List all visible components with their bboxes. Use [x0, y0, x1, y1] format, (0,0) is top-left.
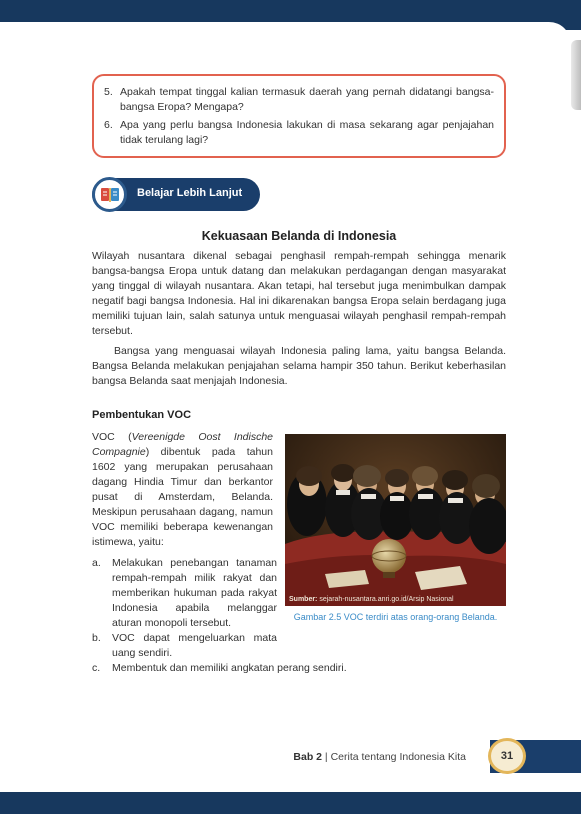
question-box	[92, 74, 506, 158]
question-item	[104, 118, 494, 148]
footer-separator: |	[322, 751, 331, 763]
list-marker: c.	[92, 662, 101, 674]
list-item	[92, 661, 506, 676]
list-marker: a.	[92, 557, 101, 569]
source-text: sejarah-nusantara.anri.go.id/Arsip Nasional	[319, 596, 454, 603]
list-item	[92, 556, 277, 631]
footer-running-title	[293, 751, 466, 763]
privilege-list	[92, 556, 506, 676]
chapter-label: Bab 2	[293, 751, 322, 763]
voc-intro-rest: ) dibentuk pada tahun 1602 yang merupakan perusahaan dagang Hindia Timur dan berkantor pusat di Amsterdam, Belanda. Meskipun perusahaan dagang, namun VOC memiliki beberapa kewenangan istimewa, yaitu:	[92, 446, 273, 548]
book-title: Cerita tentang Indonesia Kita	[330, 751, 466, 763]
book-icon	[92, 177, 127, 212]
list-marker: b.	[92, 632, 101, 644]
list-text: Melakukan penebangan tanaman rempah-rempah milik rakyat dan memberikan hukuman pada rakyat Indonesia apabila melanggar aturan monopoli tersebut.	[112, 557, 277, 629]
paragraph: Wilayah nusantara dikenal sebagai penghasil rempah-rempah sehingga menarik bangsa-bangsa Eropa untuk datang dan melakukan perdagangan dengan masyarakat yang tinggal di wilayah nusantara. Akan tetapi, hal tersebut juga menimbulkan dampak negatif bagi bangsa Indonesia. Hal ini dikarenakan bangsa Eropa selain berdagang juga memiliki tujuan lain, salah satunya untuk menguasai wilayah penghasil rempah-rempah tersebut.	[92, 250, 506, 337]
question-item	[104, 85, 494, 115]
paragraph: Bangsa yang menguasai wilayah Indonesia paling lama, yaitu bangsa Belanda. Bangsa Belanda melakukan penjajahan selama hampir 350 tahun. Berikut keberhasilan bangsa Belanda saat menjajah Indonesia.	[92, 345, 506, 387]
voc-intro-lead: VOC (	[92, 431, 132, 443]
question-number: 6.	[104, 119, 113, 131]
question-text: Apakah tempat tinggal kalian termasuk daerah yang pernah didatangi bangsa-bangsa Eropa? Mengapa?	[120, 86, 494, 113]
belajar-lebih-lanjut-badge	[92, 178, 260, 211]
list-text: Membentuk dan memiliki angkatan perang sendiri.	[112, 662, 347, 674]
badge-label: Belajar Lebih Lanjut	[137, 187, 243, 199]
question-number: 5.	[104, 86, 113, 98]
source-label: Sumber:	[289, 596, 318, 603]
section-title: Kekuasaan Belanda di Indonesia	[201, 229, 397, 243]
list-text: VOC dapat mengeluarkan mata uang sendiri.	[112, 632, 277, 659]
voc-full-name: Vereenigde Oost Indische Compagnie	[92, 431, 274, 458]
bottom-band	[0, 792, 581, 814]
list-item	[92, 631, 277, 661]
subsection-heading: Pembentukan VOC	[92, 409, 192, 421]
voc-intro	[92, 430, 273, 550]
page-edge	[571, 40, 581, 110]
page-number: 31	[488, 738, 526, 774]
question-text: Apa yang perlu bangsa Indonesia lakukan di masa sekarang agar penjajahan tidak terulang lagi?	[120, 119, 494, 146]
figure-caption: Gambar 2.5 VOC terdiri atas orang-orang Belanda.	[293, 612, 498, 622]
